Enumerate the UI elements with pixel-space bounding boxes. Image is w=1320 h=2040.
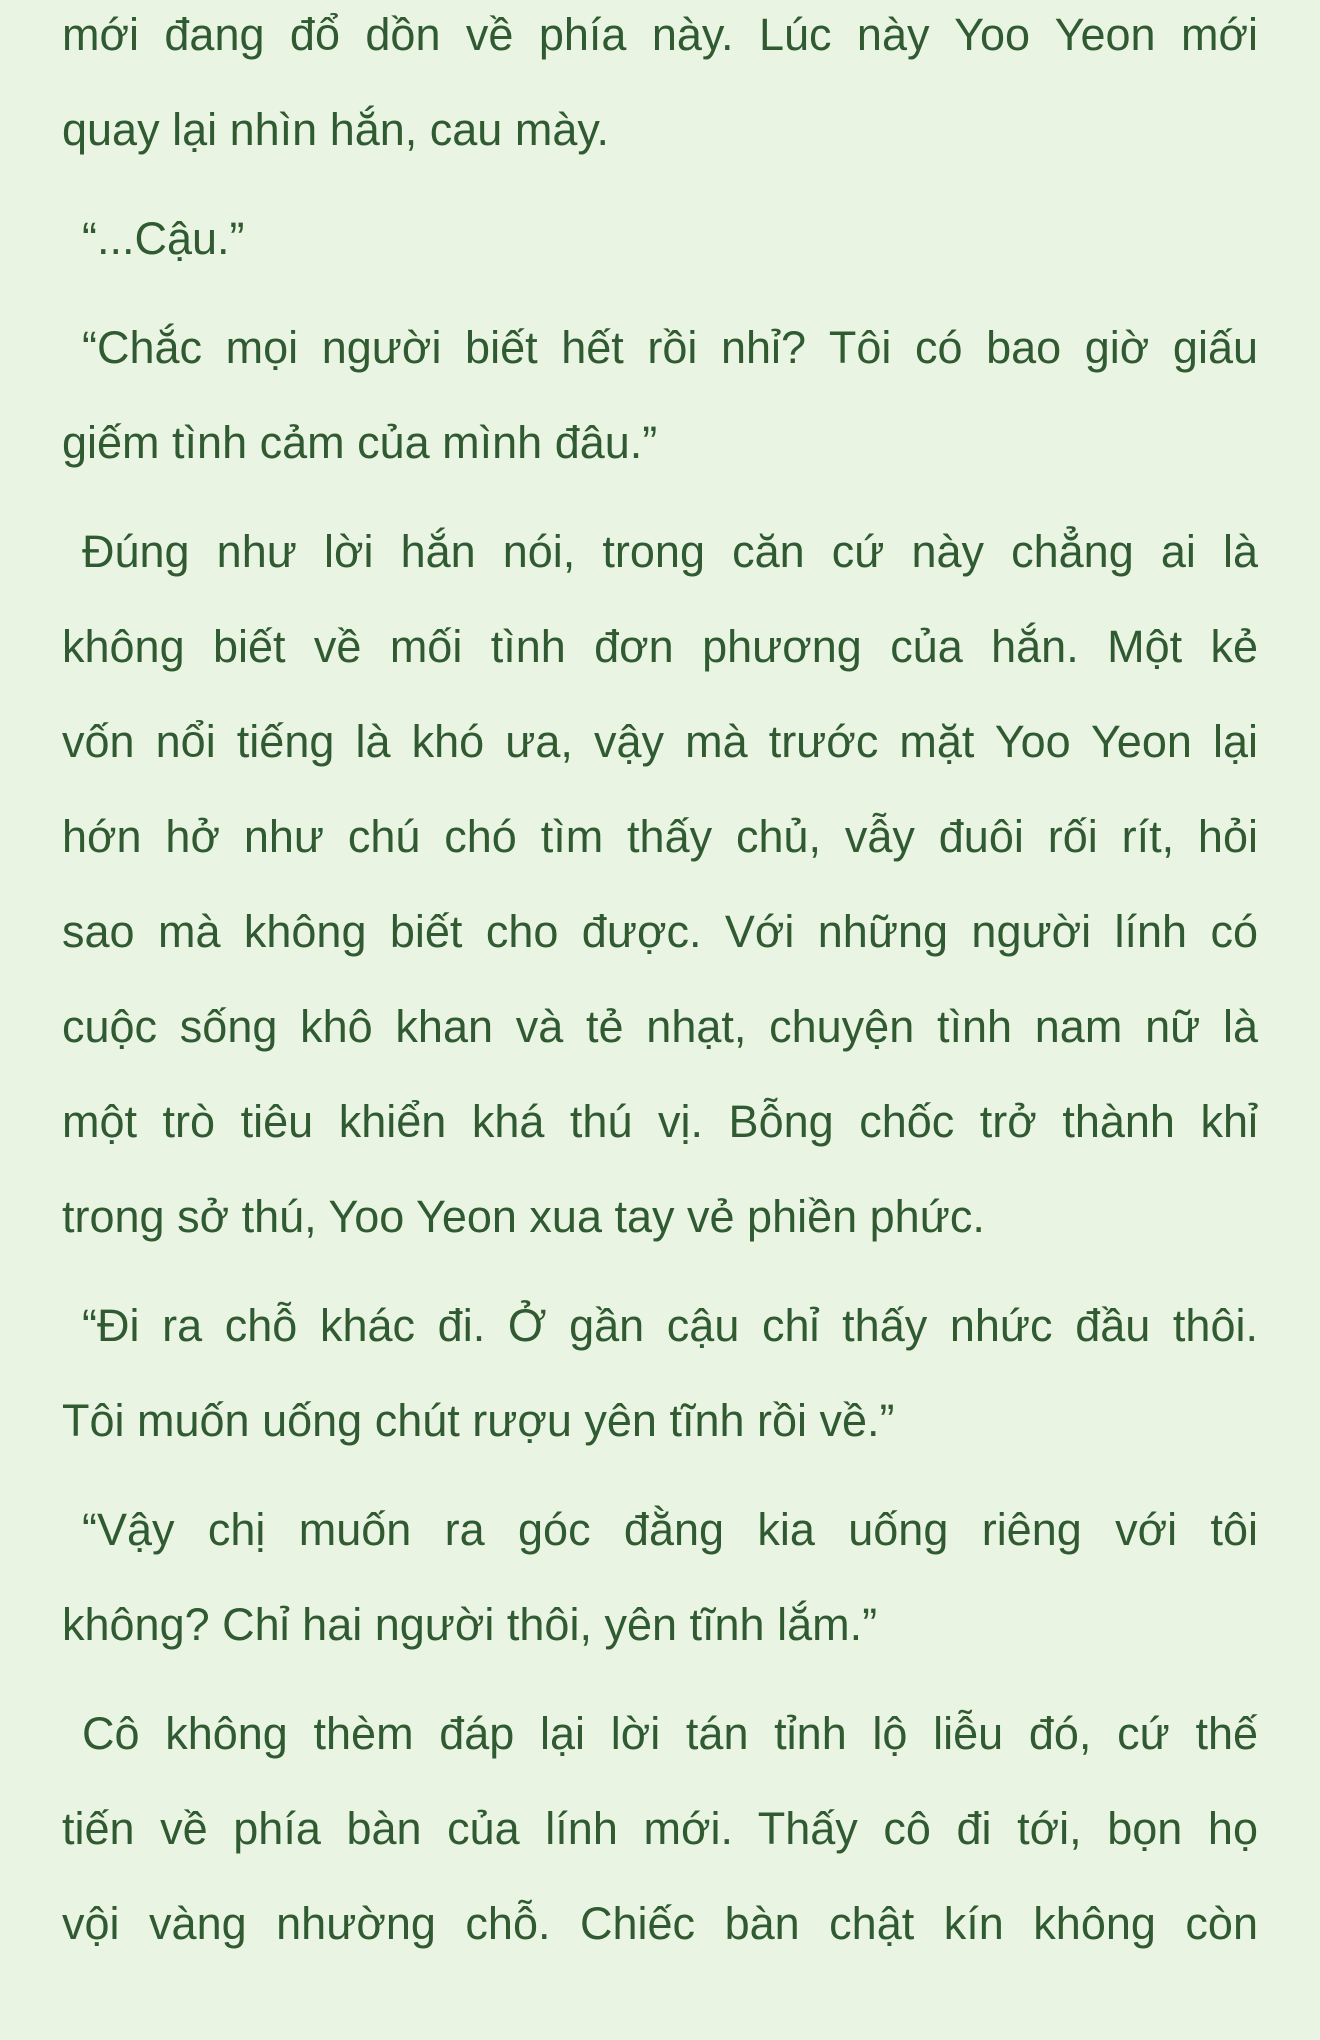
text-line: sao mà không biết cho được. Với những người lính có: [62, 906, 1258, 957]
text-line: Tôi muốn uống chút rượu yên tĩnh rồi về.”: [62, 1395, 895, 1446]
text-line: vội vàng nhường chỗ. Chiếc bàn chật kín không còn: [62, 1898, 1258, 1949]
text-line: Đúng như lời hắn nói, trong căn cứ này chẳng ai là: [82, 526, 1258, 577]
text-line: “...Cậu.”: [82, 213, 245, 264]
paragraph-6: [62, 1482, 1258, 1672]
paragraph-7: [62, 1686, 1258, 1971]
text-line: mới đang đổ dồn về phía này. Lúc này Yoo Yeon mới: [62, 9, 1258, 60]
paragraph-1: [62, 0, 1258, 177]
text-line: hớn hở như chú chó tìm thấy chủ, vẫy đuôi rối rít, hỏi: [62, 811, 1258, 862]
text-line: cuộc sống khô khan và tẻ nhạt, chuyện tình nam nữ là: [62, 1001, 1258, 1052]
text-line: Cô không thèm đáp lại lời tán tỉnh lộ liễu đó, cứ thế: [82, 1708, 1258, 1759]
text-line: “Chắc mọi người biết hết rồi nhỉ? Tôi có bao giờ giấu: [82, 322, 1258, 373]
text-line: không biết về mối tình đơn phương của hắn. Một kẻ: [62, 621, 1258, 672]
text-line: quay lại nhìn hắn, cau mày.: [62, 104, 610, 155]
paragraph-5: [62, 1278, 1258, 1468]
text-line: giếm tình cảm của mình đâu.”: [62, 417, 658, 468]
text-line: “Vậy chị muốn ra góc đằng kia uống riêng với tôi: [82, 1504, 1258, 1555]
text-line: một trò tiêu khiển khá thú vị. Bỗng chốc trở thành khỉ: [62, 1096, 1258, 1147]
paragraph-3: [62, 300, 1258, 490]
text-line: tiến về phía bàn của lính mới. Thấy cô đi tới, bọn họ: [62, 1803, 1258, 1854]
text-line: vốn nổi tiếng là khó ưa, vậy mà trước mặt Yoo Yeon lại: [62, 716, 1258, 767]
text-line: “Đi ra chỗ khác đi. Ở gần cậu chỉ thấy nhức đầu thôi.: [82, 1300, 1258, 1351]
paragraph-2: [62, 191, 1258, 286]
text-line: trong sở thú, Yoo Yeon xua tay vẻ phiền phức.: [62, 1191, 985, 1242]
paragraph-4: [62, 504, 1258, 1264]
text-line: không? Chỉ hai người thôi, yên tĩnh lắm.”: [62, 1599, 878, 1650]
